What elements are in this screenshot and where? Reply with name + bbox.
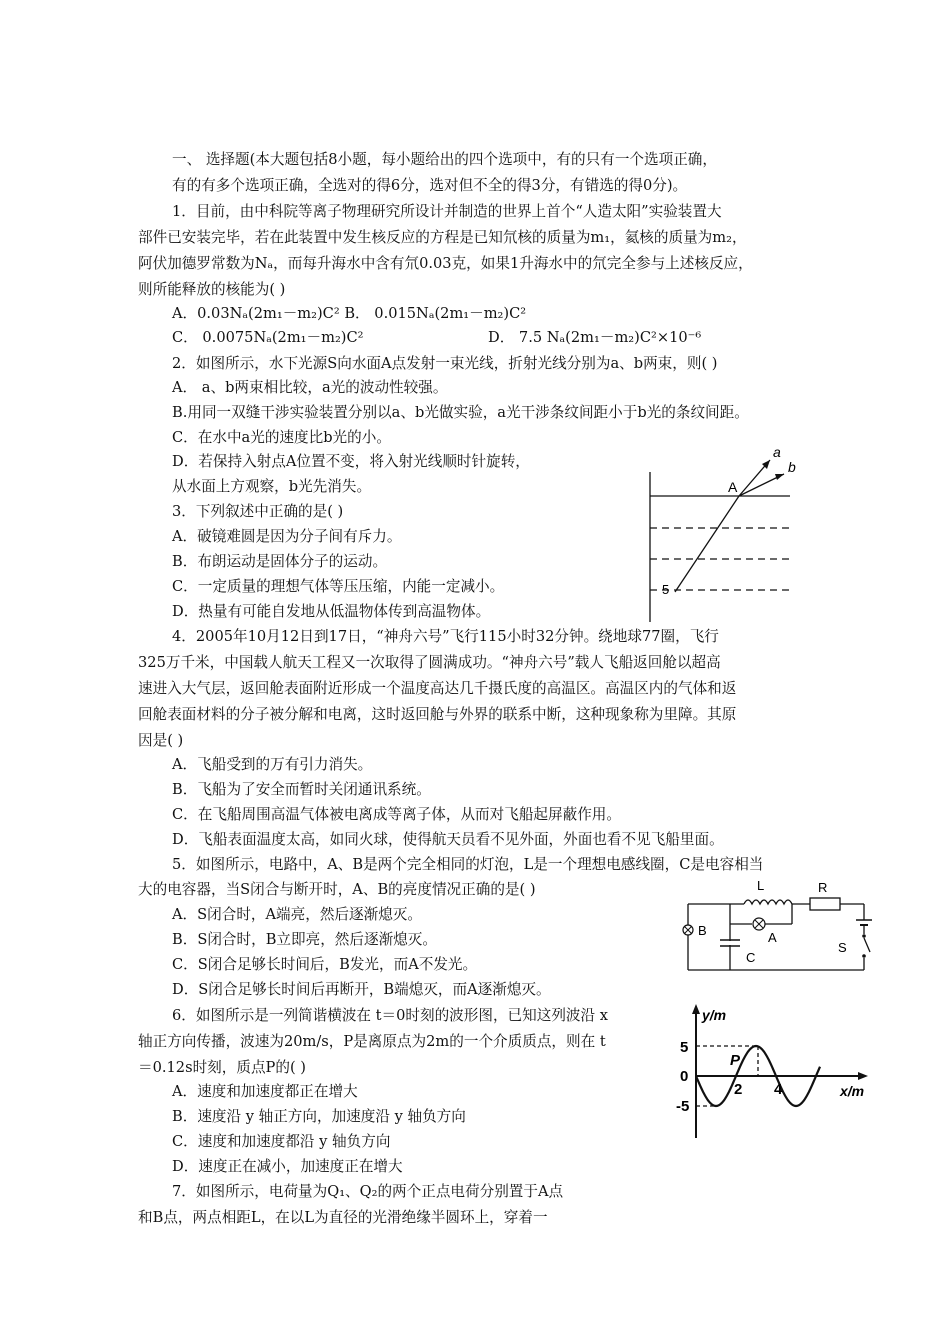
- q2-option-a: A． a、b两束相比较，a光的波动性较强。: [172, 379, 448, 396]
- ray-a-label: a: [773, 444, 781, 460]
- q4-line-4: 回舱表面材料的分子被分解和电离，这时返回舱与外界的联系中断，这种现象称为里障。其原: [138, 706, 737, 723]
- point-a-label: A: [728, 479, 738, 495]
- q2-option-d-line-2: 从水面上方观察，b光先消失。: [172, 478, 372, 495]
- y-axis-label: y/m: [702, 1007, 727, 1023]
- q4-option-b: B．飞船为了安全而暂时关闭通讯系统。: [172, 781, 431, 798]
- q6-option-a: A．速度和加速度都正在增大: [172, 1083, 358, 1100]
- q3-option-a: A．破镜难圆是因为分子间有斥力。: [172, 528, 402, 545]
- capacitor-c-label: C: [746, 950, 756, 965]
- switch-s-label: S: [838, 940, 847, 955]
- q2-option-b: B.用同一双缝干涉实验装置分别以a、b光做实验，a光干涉条纹间距小于b光的条纹间距。: [172, 404, 749, 421]
- q3-option-c: C．一定质量的理想气体等压压缩，内能一定减小。: [172, 578, 505, 595]
- circuit-figure: [680, 876, 880, 976]
- q3-option-b: B．布朗运动是固体分子的运动。: [172, 553, 388, 570]
- q6-option-d: D．速度正在减小，加速度正在增大: [172, 1158, 403, 1175]
- q6-line-2: 轴正方向传播，波速为20m/s，P是离原点为2m的一个介质质点，则在 t: [138, 1033, 606, 1050]
- q4-line-5: 因是( ): [138, 732, 184, 749]
- section-heading-line-1: 一、 选择题(本大题包括8小题，每小题给出的四个选项中，有的只有一个选项正确，: [172, 151, 717, 168]
- q6-line-1: 6．如图所示是一列简谐横波在 t＝0时刻的波形图，已知这列波沿 x: [172, 1007, 608, 1024]
- resistor-r-label: R: [818, 880, 828, 895]
- x-tick-2: 2: [734, 1081, 743, 1098]
- point-p-label: P: [730, 1052, 741, 1069]
- q1-option-ab: A．0.03Nₐ(2m₁－m₂)C² B． 0.015Nₐ(2m₁－m₂)C²: [172, 305, 527, 322]
- q6-option-c: C．速度和加速度都沿 y 轴负方向: [172, 1133, 391, 1150]
- q5-option-d: D．S闭合足够长时间后再断开，B端熄灭，而A逐渐熄灭。: [172, 981, 551, 998]
- q2-option-d-line-1: D．若保持入射点A位置不变，将入射光线顺时针旋转，: [172, 453, 530, 470]
- refraction-figure: [642, 442, 802, 622]
- q1-option-d: D． 7.5 Nₐ(2m₁－m₂)C²×10⁻⁶: [488, 329, 702, 346]
- q3-option-d: D．热量有可能自发地从低温物体传到高温物体。: [172, 603, 491, 620]
- y-min-label: -5: [676, 1098, 690, 1115]
- q2-stem: 2．如图所示，水下光源S向水面A点发射一束光线，折射光线分别为a、b两束，则( ): [172, 355, 718, 372]
- q4-line-3: 速进入大气层，返回舱表面附近形成一个温度高达几千摄氏度的高温区。高温区内的气体和返: [138, 680, 737, 697]
- y-max-label: 5: [680, 1039, 689, 1056]
- q6-line-3: ＝0.12s时刻，质点P的( ): [138, 1059, 306, 1076]
- q5-option-a: A．S闭合时，A端亮，然后逐渐熄灭。: [172, 906, 422, 923]
- origin-label: 0: [680, 1068, 689, 1085]
- q4-line-2: 325万千米，中国载人航天工程又一次取得了圆满成功。“神舟六号”载人飞船返回舱以超高: [138, 654, 721, 671]
- q5-option-c: C．S闭合足够长时间后，B发光，而A不发光。: [172, 956, 478, 973]
- q6-option-b: B．速度沿 y 轴正方向，加速度沿 y 轴负方向: [172, 1108, 466, 1125]
- q1-line-3: 阿伏加德罗常数为Nₐ，而每升海水中含有氘0.03克，如果1升海水中的氘完全参与上述核反应，: [138, 255, 753, 272]
- q3-stem: 3．下列叙述中正确的是( ): [172, 503, 344, 520]
- q5-line-1: 5．如图所示，电路中，A、B是两个完全相同的灯泡，L是一个理想电感线圈，C是电容相当: [172, 856, 764, 873]
- q4-option-a: A．飞船受到的万有引力消失。: [172, 756, 373, 773]
- ray-b-label: b: [788, 459, 796, 475]
- q5-line-2: 大的电容器，当S闭合与断开时，A、B的亮度情况正确的是( ): [138, 881, 536, 898]
- x-axis-label: x/m: [840, 1083, 865, 1099]
- section-heading-line-2: 有的有多个选项正确，全选对的得6分，选对但不全的得3分，有错选的得0分)。: [172, 177, 688, 194]
- q7-line-2: 和B点，两点相距L，在以L为直径的光滑绝缘半圆环上，穿着一: [138, 1209, 548, 1226]
- q1-option-c: C． 0.0075Nₐ(2m₁－m₂)C²: [172, 329, 364, 346]
- source-s-label: 5: [662, 582, 670, 597]
- q1-line-4: 则所能释放的核能为( ): [138, 281, 286, 298]
- lamp-b-label: B: [698, 923, 707, 938]
- q1-line-1: 1．目前，由中科院等离子物理研究所设计并制造的世界上首个“人造太阳”实验装置大: [172, 203, 722, 220]
- lamp-a-label: A: [768, 930, 777, 945]
- q1-line-2: 部件已安装完毕，若在此装置中发生核反应的方程是已知氘核的质量为m₁，氦核的质量为m₂，: [138, 229, 747, 246]
- q4-line-1: 4．2005年10月12日到17日，“神舟六号”飞行115小时32分钟。绕地球77圈，飞行: [172, 628, 719, 645]
- q4-option-d: D．飞船表面温度太高，如同火球，使得航天员看不见外面，外面也看不见飞船里面。: [172, 831, 724, 848]
- q2-option-c: C．在水中a光的速度比b光的小。: [172, 429, 391, 446]
- q7-line-1: 7．如图所示，电荷量为Q₁、Q₂的两个正点电荷分别置于A点: [172, 1183, 564, 1200]
- q5-option-b: B．S闭合时，B立即亮，然后逐渐熄灭。: [172, 931, 437, 948]
- x-tick-4: 4: [774, 1081, 783, 1098]
- wave-figure: [672, 1002, 872, 1142]
- inductor-l-label: L: [757, 878, 765, 893]
- q4-option-c: C．在飞船周围高温气体被电离成等离子体，从而对飞船起屏蔽作用。: [172, 806, 621, 823]
